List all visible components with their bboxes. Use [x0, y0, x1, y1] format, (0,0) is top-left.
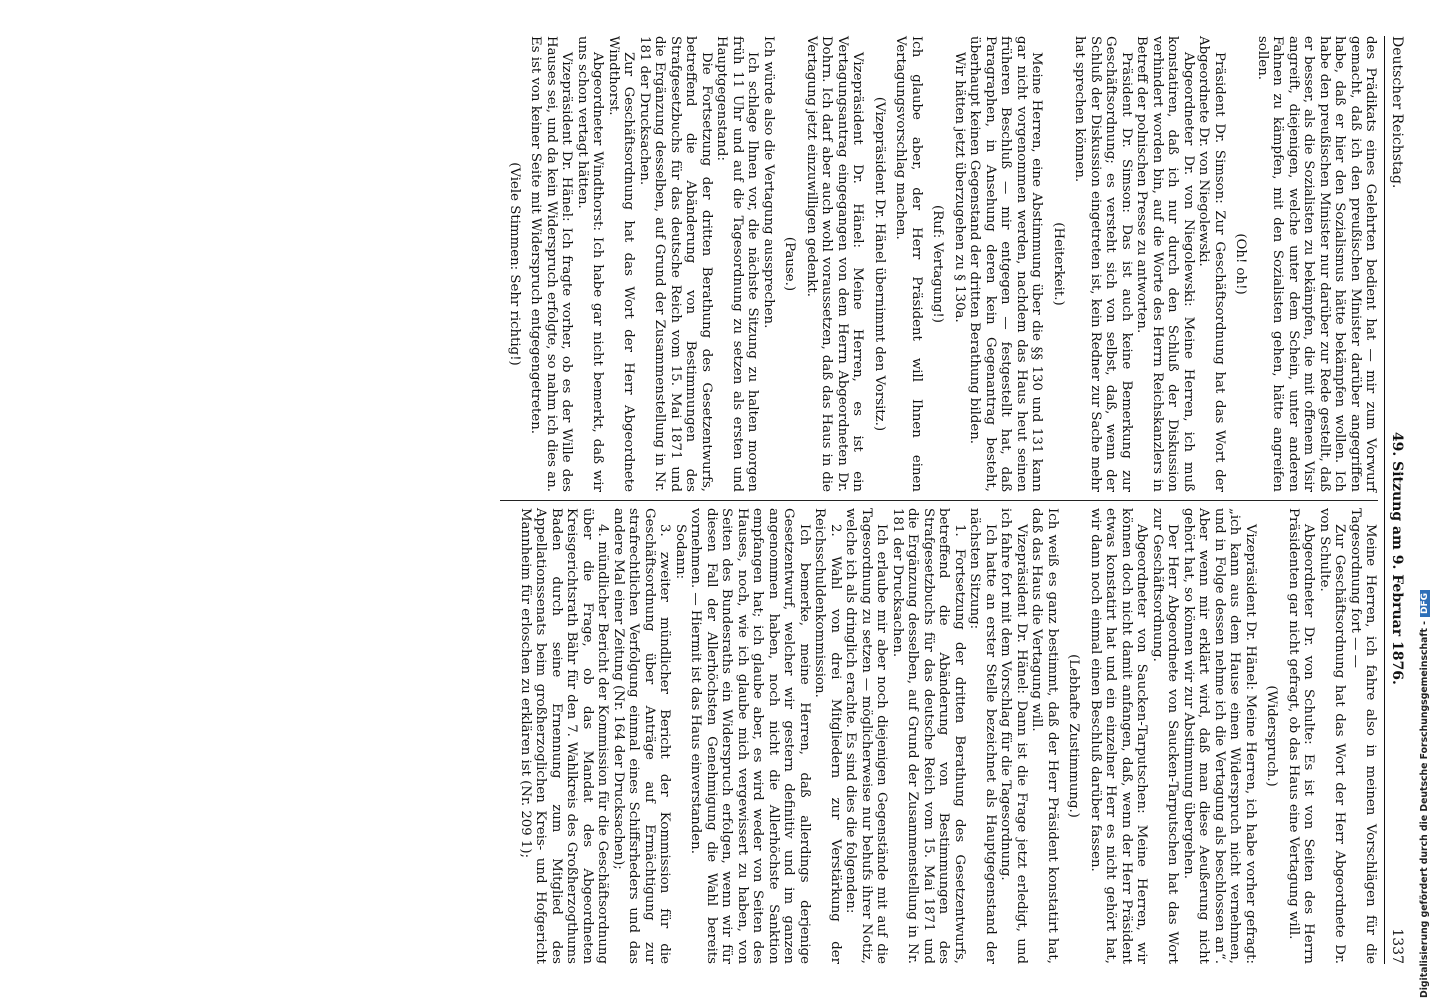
credit-text: Digitalisierung gefördert durch die Deutsche Forschungsgemeinschaft -: [1419, 621, 1430, 998]
rotated-page: [78, 18, 1408, 984]
paragraph: Ich glaube aber, der Herr Präsident will Ihnen einen Vertagungsvorschlag machen.: [893, 36, 924, 492]
paragraph: Ich schlage Ihnen vor, die nächste Sitzung zu halten morgen früh 11 Uhr und auf die Tagesordnung zu setzen als ersten und Hauptgegenstand:: [714, 36, 761, 492]
paragraph: Ich hatte an erster Stelle bezeichnet als Hauptgegenstand der nächsten Sitzung:: [967, 508, 998, 964]
left-column: [501, 36, 1379, 492]
interjection: (Viele Stimmen: Sehr richtig!): [507, 162, 522, 366]
paragraph: Abgeordneter Dr. von Niegolewski: Meine Herren, ich muß konstatiren, daß ich nur durch den Schluß der Diskussion verhindert worden bin, auf die Worte des Herrn Reichskanzlers in Betreff der polnischen Presse zu antworten.: [1134, 36, 1196, 492]
interjection: (Vizepräsident Dr. Hänel übernimmt den Vorsitz.): [872, 96, 887, 432]
page-number: 1337: [1389, 928, 1405, 964]
paragraph: Vizepräsident Dr. Hänel: Meine Herren, ich habe vorher gefragt: „ich kann aus dem Hause einen Widerspruch nicht vernehmen, und in Folge dessen nehme ich die Vertagung als beschlossen an“. Aber wenn mir erklärt wird, daß man diese Aeußerung nicht gehört hat, so können wir zur Abstimmung übergehen.: [1181, 508, 1258, 964]
paragraph: Die Fortsetzung der dritten Berathung des Gesetzentwurfs, betreffend die Abänderung von Bestimmungen des Strafgesetzbuchs für das deutsche Reich vom 15. Mai 1871 und die Ergänzung desselben, auf Grund der Zusammenstellung in Nr. 181 der Drucksachen.: [637, 36, 714, 492]
digitization-credit: [1419, 590, 1430, 998]
paragraph: des Prädikats eines Gelehrten bedient hat — mir zum Vorwurf gemacht, daß ich den preußischen Minister darüber angegriffen habe, daß er hier den Sozialismus hätte bekämpfen wollen. Ich habe den preußischen Minister nur darüber zur Rede gestellt, daß er besser, als die Sozialisten zu bekämpfen, die mit offenem Visir angreift, diejenigen, welche unter dem Schein, unter anderen Fahnen zu kämpfen, mit den Sozialisten gehen, hätte angreifen sollen.: [1255, 36, 1379, 492]
interjection: (Pause.): [782, 236, 798, 292]
interjection: (Widerspruch.): [1264, 685, 1280, 787]
paragraph: Ich bemerke, meine Herren, daß allerdings derjenige Gesetzentwurf, welcher wir gestern definitiv und im ganzen angenommen haben, noch nicht die Allerhöchste Sanktion empfangen hat; ich glaube aber, es wird weder von Seiten des Hauses, noch, wie ich glaube mich vergewissert zu haben, von Seiten des Bundesraths ein Widerspruch erfolgen, wenn wir für diesen Fall der Allerhöchsten Genehmigung die Wahl bereits vornehmen. — Hiermit ist das Haus einverstanden.: [688, 508, 812, 964]
paragraph: Abgeordneter von Saucken-Tarputschen: Meine Herren, wir können doch nicht damit anfangen, daß, wenn der Herr Präsident etwas konstatirt hat und ein einzelner Herr es nicht gehört hat, wir dann noch einmal einen Beschluß darüber fassen.: [1088, 508, 1150, 964]
paragraph: Ich würde also die Vertagung aussprechen.: [761, 36, 776, 329]
paragraph: Zur Geschäftsordnung hat das Wort der Herr Abgeordnete Dr. von Schulte.: [1317, 508, 1348, 964]
paragraph: Zur Geschäftsordnung hat das Wort der Herr Abgeordnete Windthorst.: [606, 36, 637, 492]
paragraph: Sodann:: [673, 524, 688, 580]
paragraph: Wir hätten jetzt überzugehen zu § 130a.: [952, 52, 967, 323]
header-left: Deutscher Reichstag.: [1389, 36, 1405, 189]
interjection: (Oh! oh!): [1233, 233, 1249, 295]
paragraph: Ich erlaube mir aber noch diejenigen Gegenstände mit auf die Tagesordnung zu setzen — möglicherweise nur behufs ihrer Notiz, welche ich als dringlich erachte. Es sind dies die folgenden:: [843, 508, 890, 964]
paragraph: Abgeordneter Dr. von Schulte: Es ist von Seiten des Herrn Präsidenten gar nicht gefragt, ob das Haus eine Vertagung will.: [1286, 508, 1317, 964]
page-header: [1385, 36, 1405, 964]
dfg-logo: DFG: [1420, 590, 1430, 617]
interjection: (Lebhafte Zustimmung.): [1066, 654, 1082, 818]
paragraph: Der Herr Abgeordnete von Saucken-Tarputschen hat das Wort zur Geschäftsordnung.: [1150, 508, 1181, 964]
paragraph: 4. mündlicher Bericht der Kommission für die Geschäftsordnung über die Frage, ob das Mandat des Abgeordneten Kreisgerichtsrath Bähr für den 7. Wahlkreis des Großherzogthums Baden durch seine Ernennung zum Mitglied des Appellationssenats beim großherzoglichen Kreis- und Hofgericht Mannheim für erloschen zu erklären ist (Nr. 209 1);: [518, 508, 611, 964]
column-divider: [501, 500, 1379, 501]
paragraph: 2. Wahl von drei Mitgliedern zur Verstärkung der Reichsschuldenkommission.: [812, 508, 843, 964]
paragraph: 1. Fortsetzung der dritten Berathung des Gesetzentwurfs, betreffend die Abänderung von Bestimmungen des Strafgesetzbuchs für das deutsche Reich vom 15. Mai 1871 und die Ergänzung desselben, auf Grund der Zusammenstellung in Nr. 181 der Drucksachen.: [890, 508, 967, 964]
paragraph: Meine Herren, ich fahre also in meinen Vorschlägen für die Tagesordnung fort — —: [1348, 508, 1379, 964]
paragraph: Meine Herren, eine Abstimmung über die §§ 130 und 131 kann gar nicht vorgenommen werden, nachdem das Haus heut seinen früheren Beschluß — mir entgegen — festgestellt hat, daß Paragraphen, in Ansehung deren kein Gegenantrag besteht, überhaupt keinen Gegenstand der dritten Berathung bilden.: [967, 36, 1045, 492]
paragraph: Präsident Dr. Simson: Zur Geschäftsordnung hat das Wort der Abgeordnete Dr. von Niegolewski.: [1196, 36, 1227, 492]
header-title: 49. Sitzung am 9. Februar 1876.: [1389, 431, 1405, 685]
paragraph: Vizepräsident Dr. Hänel: Meine Herren, es ist ein Vertagungsantrag eingegangen von dem Herrn Abgeordneten Dr. Dohrn. Ich darf aber auch wohl voraussetzen, daß das Haus in die Vertagung jetzt einzuwilligen gedenkt.: [804, 36, 866, 492]
paragraph: Ich weiß es ganz bestimmt, daß der Herr Präsident konstatirt hat, daß das Haus die Vertagung will.: [1029, 508, 1060, 964]
right-column: [501, 508, 1379, 964]
paragraph: 3. zweiter mündlicher Bericht der Kommission für die Geschäftsordnung über Anträge auf Ermächtigung zur strafrechtlichen Verfolgung einmal eines Schiffsrheders und das andere Mal einer Zeitung (Nr. 164 der Drucksachen);: [611, 508, 673, 964]
paragraph: Vizepräsident Dr. Hänel: Ich fragte vorher, ob es der Wille des Hauses sei, und da kein Widerspruch erfolgte, so nahm ich dies an. Es ist von keiner Seite mit Widerspruch entgegengetreten.: [528, 36, 575, 492]
interjection: (Ruf: Vertagung!): [930, 205, 946, 323]
interjection: (Heiterkeit.): [1051, 222, 1066, 306]
text-columns: [501, 36, 1379, 964]
paragraph: Präsident Dr. Simson: Das ist auch keine Bemerkung zur Geschäftsordnung; es versteht sich von selbst, daß, wenn der Schluß der Diskussion eingetreten ist, kein Redner zur Sache mehr hat sprechen können.: [1072, 36, 1134, 492]
paragraph: Vizepräsident Dr. Hänel: Dann ist die Frage jetzt erledigt, und ich fahre fort mit dem Vorschlag für die Tagesordnung.: [998, 508, 1029, 964]
paragraph: Abgeordneter Windthorst: Ich habe gar nicht bemerkt, daß wir uns schon vertagt hätten.: [575, 36, 606, 492]
